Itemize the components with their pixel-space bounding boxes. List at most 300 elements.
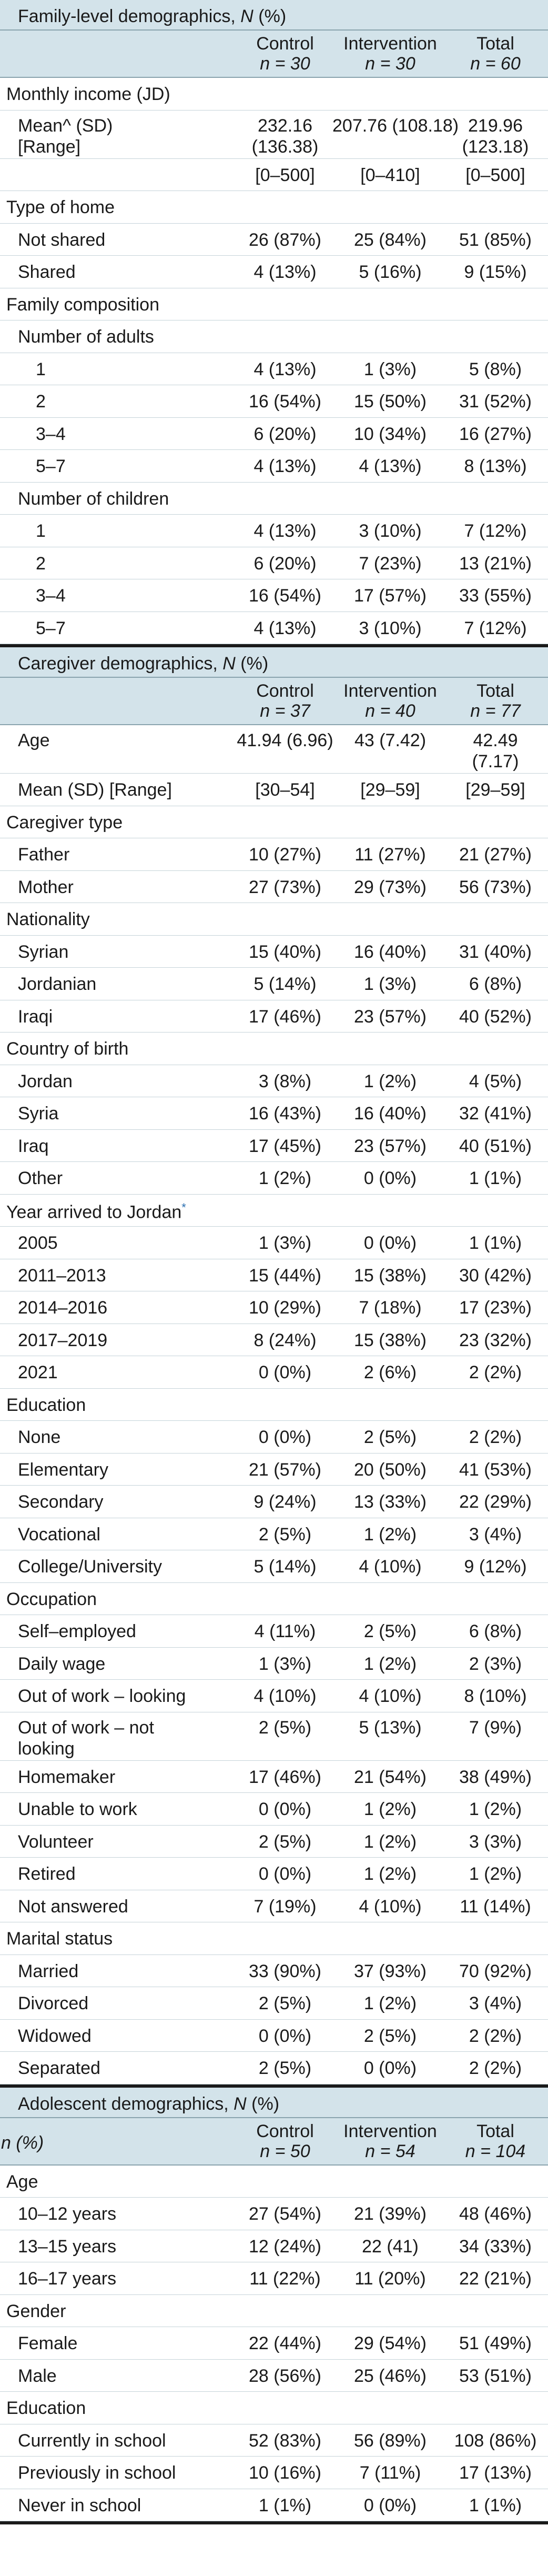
- family-row-label-cont: [Range]: [18, 136, 81, 157]
- caregiver-row-label: College/University: [18, 1557, 162, 1577]
- adolescent-header-row: [0, 2118, 548, 2164]
- adolescent-section-row: [0, 2295, 548, 2327]
- adolescent-cell-intervention: 29 (54%): [354, 2333, 427, 2353]
- caregiver-cell-control: 4 (11%): [254, 1621, 316, 1641]
- caregiver-cell-intervention: 5 (13%): [359, 1717, 422, 1738]
- caregiver-row-label: Vocational: [18, 1524, 100, 1545]
- family-row-label: 5–7: [36, 618, 66, 638]
- caregiver-header-row: [0, 678, 548, 724]
- adolescent-table-row: [0, 2262, 548, 2294]
- adolescent-col-total: Total: [476, 2121, 514, 2141]
- adolescent-col-control-n: n = 50: [260, 2141, 310, 2161]
- family-cell-total: [0–500]: [465, 165, 525, 185]
- family-cell-intervention: 5 (16%): [359, 262, 422, 282]
- family-table-row: [0, 547, 548, 579]
- caregiver-table-row: [0, 1421, 548, 1453]
- family-cell-intervention: 1 (3%): [363, 359, 417, 379]
- family-row-label: Shared: [18, 262, 76, 282]
- caregiver-section-row: [0, 1389, 548, 1421]
- caregiver-col-total-n: n = 77: [470, 701, 521, 721]
- caregiver-cell-intervention: 0 (0%): [363, 1233, 417, 1253]
- family-row-label: 3–4: [36, 424, 66, 444]
- caregiver-cell-intervention: 21 (54%): [354, 1767, 427, 1787]
- caregiver-table-row: [0, 1680, 548, 1712]
- caregiver-cell-total: 22 (29%): [459, 1492, 532, 1512]
- family-cell-control: 4 (13%): [253, 521, 317, 541]
- family-row-label: Number of children: [18, 488, 169, 509]
- adolescent-cell-control: 10 (16%): [249, 2463, 321, 2483]
- caregiver-table-row: [0, 1356, 548, 1388]
- caregiver-cell-intervention: [29–59]: [360, 780, 420, 800]
- family-section-row: [0, 483, 548, 515]
- adolescent-col-control: Control: [256, 2121, 314, 2141]
- caregiver-cell-intervention: 1 (2%): [363, 1799, 417, 1819]
- caregiver-cell-total: 6 (8%): [469, 974, 522, 994]
- family-cell-intervention: 4 (13%): [359, 456, 422, 476]
- adolescent-cell-control: 11 (22%): [249, 2269, 321, 2289]
- adolescent-row-label: Male: [18, 2365, 57, 2386]
- adolescent-title-band: [0, 2088, 548, 2118]
- family-cell-control: [0–500]: [255, 165, 315, 185]
- caregiver-row-label: Marital status: [6, 1929, 113, 1949]
- caregiver-table-row: [0, 1550, 548, 1582]
- adolescent-cell-intervention: 22 (41): [362, 2236, 419, 2257]
- adolescent-table-row: [0, 2424, 548, 2457]
- family-row-label: 1: [36, 521, 46, 541]
- adolescent-cell-control: 12 (24%): [249, 2236, 321, 2257]
- caregiver-col-total: Total: [476, 681, 514, 701]
- family-row-label: Number of adults: [18, 327, 154, 347]
- caregiver-cell-total: 17 (23%): [459, 1298, 532, 1318]
- adolescent-cell-intervention: 7 (11%): [359, 2463, 421, 2483]
- caregiver-table-row: [0, 2020, 548, 2052]
- caregiver-row-label: Jordanian: [18, 974, 97, 994]
- family-cell-control: 4 (13%): [253, 456, 317, 476]
- caregiver-row-label: Caregiver type: [6, 812, 123, 833]
- caregiver-row-label: Elementary: [18, 1459, 108, 1480]
- caregiver-table-row: [0, 1291, 548, 1324]
- caregiver-cell-intervention: 1 (2%): [363, 1071, 417, 1091]
- family-title: Family-level demographics, N (%): [18, 6, 287, 26]
- family-row-label: 2: [36, 392, 46, 412]
- family-cell-intervention: 17 (57%): [354, 586, 427, 606]
- caregiver-cell-control: 10 (27%): [249, 845, 321, 865]
- family-table-row: [0, 515, 548, 547]
- caregiver-cell-intervention: 43 (7.42): [354, 730, 427, 750]
- adolescent-row-label: 16–17 years: [18, 2269, 117, 2289]
- caregiver-cell-total: 38 (49%): [459, 1767, 532, 1787]
- caregiver-table-row: [0, 1324, 548, 1356]
- caregiver-cell-control: 0 (0%): [258, 1427, 312, 1447]
- adolescent-table-row: [0, 2198, 548, 2230]
- adolescent-cell-control: 52 (83%): [249, 2430, 321, 2451]
- adolescent-row-label: 13–15 years: [18, 2236, 117, 2257]
- family-table-row: [0, 159, 548, 191]
- caregiver-section-row: [0, 806, 548, 838]
- caregiver-table-row: [0, 1615, 548, 1647]
- caregiver-row-label: Secondary: [18, 1492, 104, 1512]
- adolescent-cell-intervention: 25 (46%): [354, 2365, 427, 2386]
- family-col-control: Control: [256, 34, 314, 54]
- adolescent-cell-total: 53 (51%): [459, 2365, 532, 2386]
- caregiver-cell-intervention: 1 (2%): [363, 1524, 417, 1545]
- family-cell-total: 7 (12%): [464, 618, 527, 638]
- caregiver-cell-total: 42.49: [473, 730, 518, 750]
- caregiver-cell-control: 2 (5%): [258, 2058, 312, 2078]
- caregiver-cell-total: 4 (5%): [469, 1071, 522, 1091]
- caregiver-cell-intervention: 23 (57%): [354, 1006, 427, 1027]
- adolescent-row-label: Gender: [6, 2301, 66, 2321]
- caregiver-row-label: Widowed: [18, 2026, 92, 2046]
- caregiver-row-label: Retired: [18, 1864, 76, 1884]
- family-cell-total-cont: (123.18): [462, 136, 529, 157]
- family-cell-control: 4 (13%): [253, 262, 317, 282]
- family-section-row: [0, 191, 548, 223]
- table-bottom-rule: [0, 2521, 548, 2524]
- family-row-label: 2: [36, 553, 46, 574]
- family-cell-control: 16 (54%): [249, 392, 321, 412]
- caregiver-table-row: [0, 1130, 548, 1162]
- caregiver-cell-total: 2 (2%): [469, 1427, 522, 1447]
- caregiver-cell-control: 41.94 (6.96): [237, 730, 333, 750]
- family-cell-intervention: 7 (23%): [359, 553, 422, 574]
- adolescent-section-row: [0, 2166, 548, 2198]
- caregiver-cell-intervention: 1 (2%): [363, 1864, 417, 1884]
- caregiver-table-row: [0, 1793, 548, 1825]
- family-cell-intervention: [0–410]: [360, 165, 420, 185]
- caregiver-cell-intervention: 20 (50%): [354, 1459, 427, 1480]
- caregiver-table-row: [0, 1097, 548, 1129]
- caregiver-cell-intervention: 2 (5%): [363, 2026, 417, 2046]
- family-cell-control: 26 (87%): [249, 229, 321, 250]
- caregiver-cell-total: 1 (1%): [469, 1233, 522, 1253]
- family-table-row: [0, 353, 548, 385]
- family-table-row: [0, 385, 548, 417]
- caregiver-cell-control: 15 (44%): [249, 1265, 321, 1286]
- caregiver-table-row: [0, 1890, 548, 1922]
- adolescent-cell-intervention: 56 (89%): [354, 2430, 427, 2451]
- caregiver-cell-total: [29–59]: [465, 780, 525, 800]
- caregiver-table-row: [0, 936, 548, 968]
- family-cell-total: 51 (85%): [459, 229, 532, 250]
- caregiver-cell-total: 1 (2%): [469, 1799, 522, 1819]
- caregiver-cell-control: 4 (10%): [253, 1686, 317, 1706]
- caregiver-col-control-n: n = 37: [260, 701, 310, 721]
- caregiver-row-label: Occupation: [6, 1589, 97, 1609]
- caregiver-cell-control: 3 (8%): [258, 1071, 312, 1091]
- adolescent-section-row: [0, 2392, 548, 2424]
- caregiver-row-label: Iraqi: [18, 1006, 53, 1027]
- caregiver-cell-intervention: 37 (93%): [354, 1961, 427, 1981]
- caregiver-col-intervention-n: n = 40: [365, 701, 415, 721]
- caregiver-row-label: Out of work – looking: [18, 1686, 186, 1706]
- family-table-row: [0, 224, 548, 256]
- adolescent-cell-total: 34 (33%): [459, 2236, 532, 2257]
- caregiver-table-row: [0, 1858, 548, 1890]
- adolescent-table-row: [0, 2489, 548, 2521]
- caregiver-cell-total: 3 (4%): [469, 1524, 522, 1545]
- caregiver-cell-control: 2 (5%): [258, 1993, 312, 2013]
- caregiver-table-row: [0, 1518, 548, 1550]
- adolescent-row-label: Never in school: [18, 2495, 141, 2515]
- caregiver-row-label: Out of work – not: [18, 1717, 154, 1738]
- caregiver-row-label: Father: [18, 845, 70, 865]
- caregiver-cell-intervention: 2 (5%): [363, 1427, 417, 1447]
- caregiver-row-label: Mother: [18, 877, 74, 897]
- family-col-total-n: n = 60: [470, 54, 521, 74]
- caregiver-cell-intervention: 13 (33%): [354, 1492, 427, 1512]
- family-cell-control: 4 (13%): [253, 618, 317, 638]
- caregiver-cell-control: 10 (29%): [249, 1298, 321, 1318]
- family-table-row: [0, 579, 548, 612]
- caregiver-cell-control: 21 (57%): [249, 1459, 321, 1480]
- caregiver-table-row: [0, 1955, 548, 1987]
- footnote-mark: *: [181, 1200, 186, 1214]
- adolescent-cell-control: 27 (54%): [249, 2204, 321, 2224]
- family-table-row: [0, 612, 548, 644]
- family-cell-intervention: 3 (10%): [359, 521, 422, 541]
- caregiver-section-row: [0, 1583, 548, 1615]
- caregiver-cell-total: 2 (2%): [469, 1362, 522, 1382]
- caregiver-table-row: [0, 2052, 548, 2084]
- adolescent-table-row: [0, 2457, 548, 2489]
- caregiver-cell-control: 5 (14%): [253, 1557, 317, 1577]
- caregiver-row-label: 2005: [18, 1233, 58, 1253]
- caregiver-row-label: Syrian: [18, 941, 69, 962]
- family-row-label: Family composition: [6, 294, 159, 315]
- caregiver-cell-control: 5 (14%): [253, 974, 317, 994]
- caregiver-cell-total: 6 (8%): [469, 1621, 522, 1641]
- family-cell-total: 16 (27%): [459, 424, 532, 444]
- caregiver-cell-total: 3 (3%): [469, 1831, 522, 1852]
- caregiver-table-row: [0, 1065, 548, 1097]
- caregiver-cell-control: 1 (2%): [258, 1168, 312, 1188]
- caregiver-section-row: [0, 1033, 548, 1065]
- family-row-label: Monthly income (JD): [6, 84, 170, 104]
- caregiver-row-label: 2014–2016: [18, 1298, 108, 1318]
- caregiver-table-row: [0, 1162, 548, 1194]
- adolescent-title: Adolescent demographics, N (%): [18, 2093, 280, 2114]
- caregiver-row-label: Country of birth: [6, 1039, 129, 1059]
- caregiver-cell-intervention: 1 (2%): [363, 1653, 417, 1674]
- caregiver-table-row: [0, 1259, 548, 1291]
- family-col-intervention-n: n = 30: [365, 54, 415, 74]
- family-cell-intervention: 25 (84%): [354, 229, 427, 250]
- family-col-control-n: n = 30: [260, 54, 310, 74]
- caregiver-cell-intervention: 1 (3%): [363, 974, 417, 994]
- caregiver-cell-total: 70 (92%): [459, 1961, 532, 1981]
- caregiver-cell-control: 9 (24%): [253, 1492, 317, 1512]
- adolescent-cell-total: 22 (21%): [459, 2269, 532, 2289]
- caregiver-row-label: Year arrived to Jordan*: [6, 1200, 186, 1222]
- caregiver-row-label: Daily wage: [18, 1653, 106, 1674]
- caregiver-cell-total: 1 (1%): [469, 1168, 522, 1188]
- adolescent-cell-total: 48 (46%): [459, 2204, 532, 2224]
- adolescent-row-label: Previously in school: [18, 2463, 176, 2483]
- caregiver-cell-total: 11 (14%): [460, 1896, 531, 1917]
- caregiver-row-label: 2011–2013: [18, 1265, 106, 1286]
- caregiver-cell-control: 33 (90%): [249, 1961, 321, 1981]
- adolescent-cell-intervention: 0 (0%): [363, 2495, 417, 2515]
- caregiver-cell-total: 32 (41%): [459, 1104, 532, 1124]
- caregiver-row-label: Nationality: [6, 909, 90, 929]
- caregiver-title: Caregiver demographics, N (%): [18, 654, 269, 674]
- caregiver-cell-intervention: 23 (57%): [354, 1136, 427, 1156]
- caregiver-cell-control: 16 (43%): [249, 1104, 321, 1124]
- adolescent-row-label: Education: [6, 2398, 86, 2418]
- caregiver-cell-total: 40 (51%): [459, 1136, 532, 1156]
- family-section-row: [0, 288, 548, 320]
- caregiver-row-label: Education: [6, 1395, 86, 1415]
- caregiver-table-row: [0, 838, 548, 870]
- caregiver-cell-total: 2 (2%): [469, 2026, 522, 2046]
- family-table-row: [0, 256, 548, 288]
- caregiver-row-label: Married: [18, 1961, 79, 1981]
- caregiver-table-row: [0, 1486, 548, 1518]
- caregiver-row-label: Jordan: [18, 1071, 73, 1091]
- adolescent-table-row: [0, 2360, 548, 2392]
- caregiver-cell-total: 56 (73%): [459, 877, 532, 897]
- adolescent-cell-control: 1 (1%): [258, 2495, 312, 2515]
- family-header-row: [0, 31, 548, 77]
- caregiver-cell-control: 17 (45%): [249, 1136, 321, 1156]
- caregiver-cell-total: 9 (12%): [464, 1557, 527, 1577]
- family-cell-total: 7 (12%): [464, 521, 527, 541]
- adolescent-row-label: Female: [18, 2333, 78, 2353]
- caregiver-cell-control: 8 (24%): [253, 1330, 317, 1350]
- caregiver-table-row: [0, 1987, 548, 2019]
- caregiver-row-label: 2021: [18, 1362, 58, 1382]
- caregiver-table-row: [0, 1648, 548, 1680]
- caregiver-cell-intervention: 4 (10%): [359, 1557, 422, 1577]
- caregiver-col-intervention: Intervention: [343, 681, 437, 701]
- adolescent-cell-intervention: 11 (20%): [354, 2269, 426, 2289]
- caregiver-cell-total: 30 (42%): [459, 1265, 532, 1286]
- adolescent-table-row: [0, 2327, 548, 2359]
- caregiver-cell-control: 17 (46%): [249, 1006, 321, 1027]
- family-row-label: Mean^ (SD): [18, 115, 113, 136]
- family-cell-control: 232.16: [258, 115, 312, 136]
- adolescent-col-intervention-n: n = 54: [365, 2141, 415, 2161]
- caregiver-cell-intervention: 7 (18%): [359, 1298, 422, 1318]
- caregiver-cell-control: 2 (5%): [258, 1524, 312, 1545]
- family-section-row: [0, 78, 548, 110]
- caregiver-cell-control: 0 (0%): [258, 1864, 312, 1884]
- family-row-label: Type of home: [6, 197, 115, 217]
- caregiver-table-row: [0, 1227, 548, 1259]
- family-cell-control: 6 (20%): [253, 424, 317, 444]
- family-cell-intervention: 10 (34%): [354, 424, 427, 444]
- caregiver-row-label: None: [18, 1427, 61, 1447]
- family-row-label: 3–4: [36, 586, 66, 606]
- caregiver-cell-control: 1 (3%): [258, 1233, 312, 1253]
- caregiver-table-row: [0, 968, 548, 1000]
- caregiver-cell-intervention: 2 (5%): [363, 1621, 417, 1641]
- family-row-label: Not shared: [18, 229, 106, 250]
- caregiver-cell-intervention: 16 (40%): [354, 941, 427, 962]
- caregiver-col-control: Control: [256, 681, 314, 701]
- caregiver-cell-control: 7 (19%): [253, 1896, 317, 1917]
- caregiver-row-label-cont: looking: [18, 1738, 75, 1759]
- caregiver-row-label: Volunteer: [18, 1831, 94, 1852]
- caregiver-title-band: [0, 647, 548, 678]
- family-cell-control-cont: (136.38): [251, 136, 319, 157]
- caregiver-row-label: Divorced: [18, 1993, 89, 2013]
- adolescent-cell-total: 17 (13%): [459, 2463, 532, 2483]
- caregiver-cell-total: 31 (40%): [459, 941, 532, 962]
- adolescent-col-total-n: n = 104: [465, 2141, 526, 2161]
- caregiver-cell-total: 2 (2%): [469, 2058, 522, 2078]
- caregiver-cell-control: 27 (73%): [249, 877, 321, 897]
- caregiver-cell-intervention: 0 (0%): [363, 2058, 417, 2078]
- family-cell-total: 31 (52%): [459, 392, 532, 412]
- adolescent-table-row: [0, 2230, 548, 2262]
- adolescent-row-label: Age: [6, 2171, 38, 2192]
- caregiver-cell-intervention: 2 (6%): [363, 1362, 417, 1382]
- family-col-intervention: Intervention: [343, 34, 437, 54]
- caregiver-cell-control: 15 (40%): [249, 941, 321, 962]
- caregiver-table-row: [0, 1761, 548, 1793]
- caregiver-cell-intervention: 15 (38%): [354, 1330, 427, 1350]
- family-cell-control: 16 (54%): [249, 586, 321, 606]
- caregiver-cell-total: 21 (27%): [459, 845, 532, 865]
- caregiver-cell-control: 1 (3%): [258, 1653, 312, 1674]
- caregiver-row-label: Syria: [18, 1104, 59, 1124]
- caregiver-row-label: Not answered: [18, 1896, 128, 1917]
- caregiver-cell-total-cont: (7.17): [472, 751, 519, 771]
- adolescent-cell-control: 22 (44%): [249, 2333, 321, 2353]
- caregiver-cell-total: 23 (32%): [459, 1330, 532, 1350]
- family-cell-intervention: 3 (10%): [359, 618, 422, 638]
- caregiver-cell-intervention: 15 (38%): [354, 1265, 427, 1286]
- family-cell-intervention: 207.76 (108.18): [332, 115, 459, 136]
- caregiver-cell-control: 0 (0%): [258, 1362, 312, 1382]
- caregiver-row-label: Mean (SD) [Range]: [18, 780, 172, 800]
- family-cell-intervention: 15 (50%): [354, 392, 427, 412]
- adolescent-cell-total: 108 (86%): [454, 2430, 537, 2451]
- caregiver-cell-total: 41 (53%): [459, 1459, 532, 1480]
- family-row-label: 5–7: [36, 456, 66, 476]
- caregiver-table-row: [0, 774, 548, 806]
- caregiver-section-row: [0, 903, 548, 935]
- caregiver-cell-control: 17 (46%): [249, 1767, 321, 1787]
- adolescent-cell-total: 51 (49%): [459, 2333, 532, 2353]
- caregiver-table-row: [0, 1454, 548, 1486]
- family-cell-total: 8 (13%): [464, 456, 527, 476]
- caregiver-row-label: Homemaker: [18, 1767, 116, 1787]
- caregiver-cell-control: 2 (5%): [258, 1831, 312, 1852]
- adolescent-row-label: Currently in school: [18, 2430, 166, 2451]
- caregiver-cell-intervention: 1 (2%): [363, 1993, 417, 2013]
- caregiver-cell-intervention: 29 (73%): [354, 877, 427, 897]
- caregiver-cell-control: 2 (5%): [258, 1717, 312, 1738]
- caregiver-cell-intervention: 16 (40%): [354, 1104, 427, 1124]
- adolescent-corner-label: n (%): [1, 2132, 44, 2153]
- family-cell-total: 33 (55%): [459, 586, 532, 606]
- family-table-row: [0, 418, 548, 450]
- caregiver-table-row: [0, 1000, 548, 1033]
- caregiver-row-label: Separated: [18, 2058, 100, 2078]
- caregiver-table-row: [0, 1826, 548, 1858]
- adolescent-col-intervention: Intervention: [343, 2121, 437, 2141]
- caregiver-cell-intervention: 11 (27%): [354, 845, 426, 865]
- family-table-row: [0, 111, 548, 158]
- caregiver-cell-intervention: 1 (2%): [363, 1831, 417, 1852]
- family-cell-total: 5 (8%): [469, 359, 522, 379]
- family-cell-control: 4 (13%): [253, 359, 317, 379]
- caregiver-cell-control: 0 (0%): [258, 2026, 312, 2046]
- adolescent-cell-total: 1 (1%): [469, 2495, 522, 2515]
